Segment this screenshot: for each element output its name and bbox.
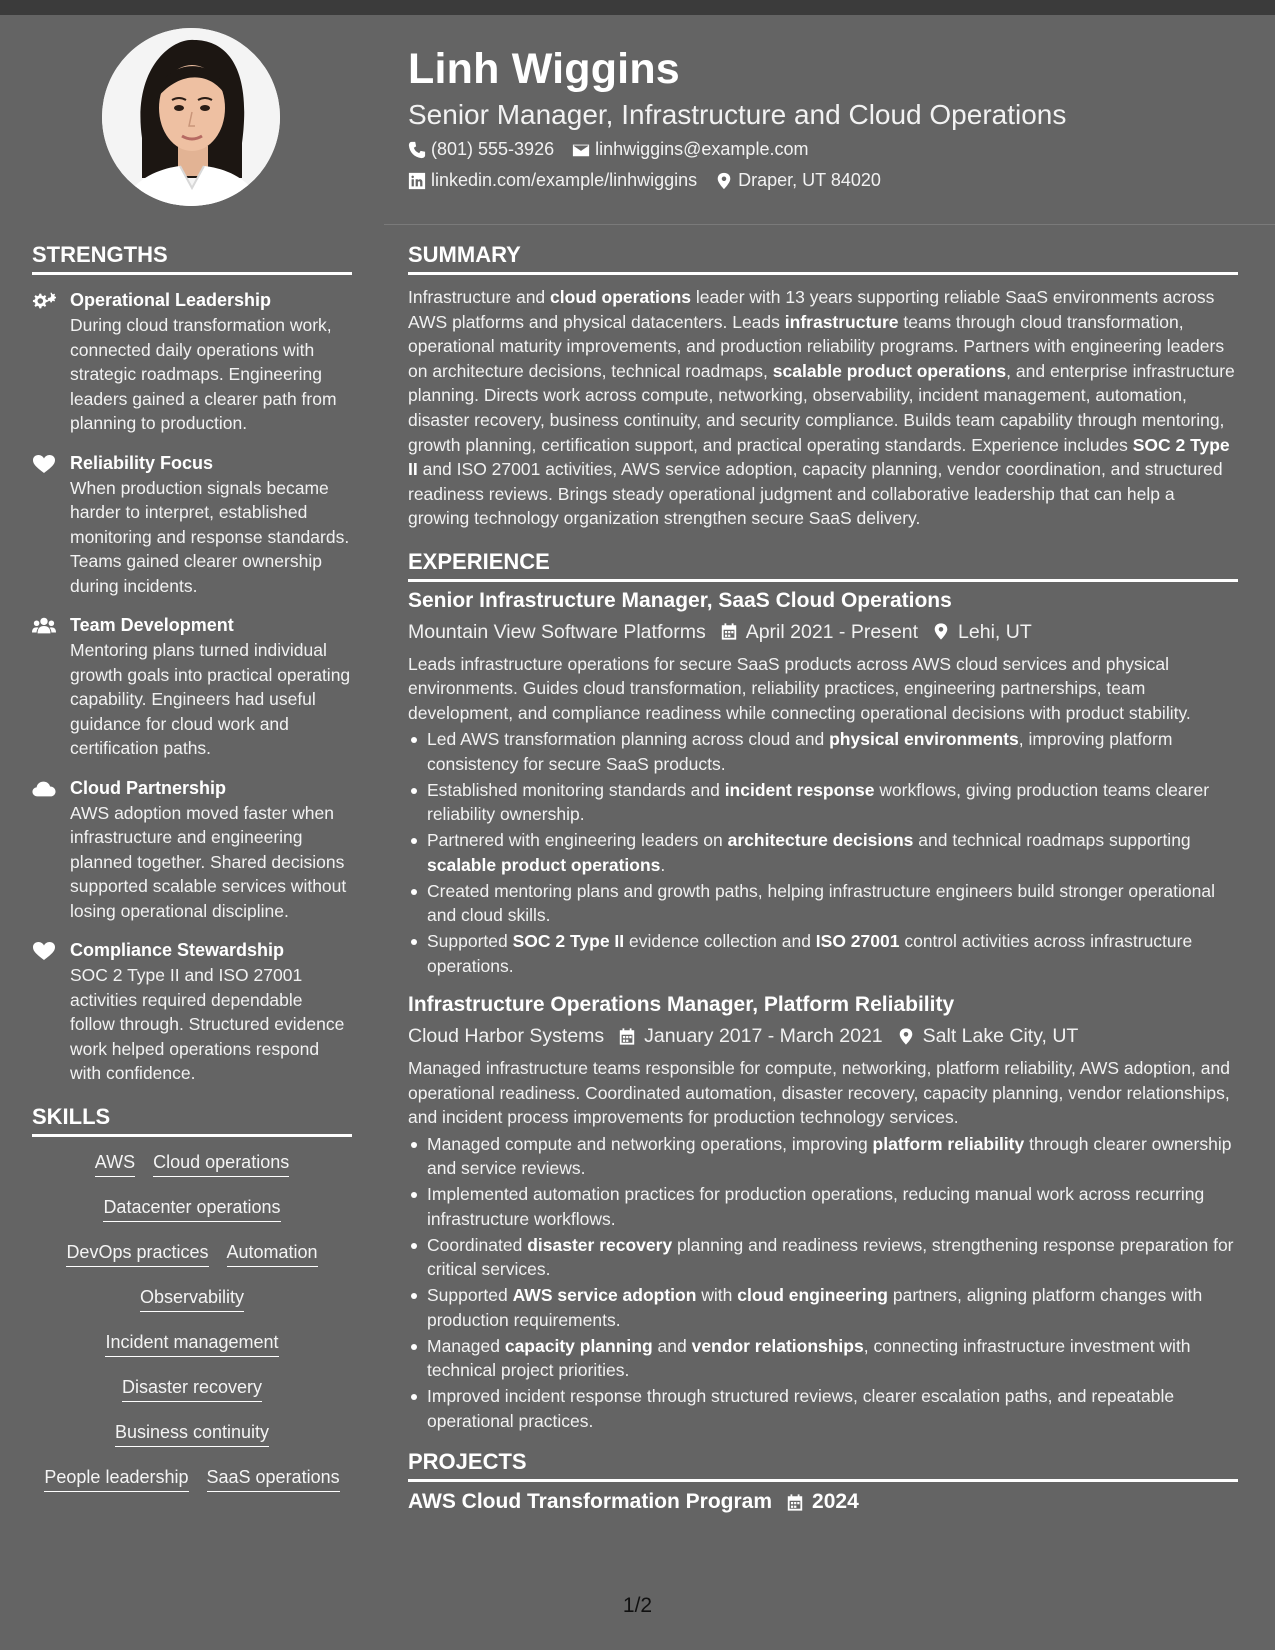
linkedin-text: linkedin.com/example/linhwiggins xyxy=(431,170,698,190)
strengths-list xyxy=(32,287,352,1086)
skill-row xyxy=(32,1284,352,1312)
job-bullets xyxy=(408,727,1238,978)
skill-tag: Automation xyxy=(227,1239,318,1267)
bullet-item: Coordinated disaster recovery planning and readiness reviews, strengthening response preparation for critical services. xyxy=(408,1233,1238,1282)
strength-item xyxy=(32,937,352,1086)
strength-item xyxy=(32,775,352,924)
bullet-item: Managed compute and networking operations, improving platform reliability through clearer ownership and service reviews. xyxy=(408,1132,1238,1181)
phone-icon xyxy=(408,141,426,159)
bullet-item: Partnered with engineering leaders on architecture decisions and technical roadmaps supporting scalable product operations. xyxy=(408,828,1238,877)
bullet-item: Supported SOC 2 Type II evidence collection and ISO 27001 control activities across infrastructure operations. xyxy=(408,929,1238,978)
strength-item xyxy=(32,612,352,761)
project-date: 2024 xyxy=(812,1490,859,1514)
bullet-item: Implemented automation practices for production operations, reducing manual work across recurring infrastructure workflows. xyxy=(408,1182,1238,1231)
calendar-icon xyxy=(618,1027,636,1046)
location-contact xyxy=(715,170,881,191)
phone-contact[interactable] xyxy=(408,139,554,160)
experience-heading: EXPERIENCE xyxy=(408,548,550,574)
cloud-icon xyxy=(32,775,70,924)
page-number: 1/2 xyxy=(622,1594,653,1617)
candidate-name: Linh Wiggins xyxy=(408,45,680,93)
summary-heading: SUMMARY xyxy=(408,242,521,267)
skill-tag: People leadership xyxy=(44,1464,188,1492)
strength-description: SOC 2 Type II and ISO 27001 activities required dependable follow through. Structured evidence work helped operations respond with confidence. xyxy=(70,965,345,1083)
company-name: Mountain View Software Platforms xyxy=(408,620,706,643)
location-text: Draper, UT 84020 xyxy=(738,170,881,190)
candidate-title: Senior Manager, Infrastructure and Cloud Operations xyxy=(408,99,1067,130)
strength-item xyxy=(32,450,352,599)
strength-description: AWS adoption moved faster when infrastructure and engineering planned together. Shared decisions supported scalable services without losing operational discipline. xyxy=(70,802,347,921)
job-description: Leads infrastructure operations for secure SaaS products across AWS cloud services and physical environments. Guides cloud transformation, reliability practices, engineering partnerships, team development, and compliance readiness while connecting operational decisions with product stability. xyxy=(408,653,1191,723)
bullet-item: Managed capacity planning and vendor relationships, connecting infrastructure investment with technical project priorities. xyxy=(408,1334,1238,1383)
heart-icon xyxy=(32,450,70,599)
resume-header xyxy=(408,42,1228,196)
strength-title: Team Development xyxy=(70,615,234,635)
section-divider xyxy=(408,272,1238,275)
company-name: Cloud Harbor Systems xyxy=(408,1025,605,1048)
gears-icon xyxy=(32,287,70,436)
skill-tag: AWS xyxy=(95,1149,135,1177)
skill-tag: Datacenter operations xyxy=(103,1194,280,1222)
sidebar xyxy=(32,238,352,1509)
profile-photo xyxy=(102,28,280,206)
strength-description: During cloud transformation work, connected daily operations with strategic roadmaps. Engineering leaders gained a clearer path from planning to production. xyxy=(70,315,337,433)
heart-icon xyxy=(32,937,70,1086)
contact-row-2 xyxy=(408,165,1228,196)
bullet-item: Established monitoring standards and incident response workflows, giving production teams clearer reliability ownership. xyxy=(408,778,1238,827)
job-bullets xyxy=(408,1132,1238,1434)
skill-row xyxy=(32,1239,352,1267)
strength-description: Mentoring plans turned individual growth goals into practical operating capability. Engineers had useful guidance for cloud work and certification paths. xyxy=(70,640,351,758)
strength-description: When production signals became harder to interpret, established monitoring and response standards. Teams gained clearer ownership during incidents. xyxy=(70,477,350,596)
skill-row xyxy=(32,1149,352,1177)
envelope-icon xyxy=(572,141,590,159)
linkedin-icon xyxy=(408,172,426,190)
skill-row xyxy=(32,1329,352,1357)
calendar-icon xyxy=(720,622,738,641)
section-divider xyxy=(32,272,352,275)
bullet-item: Supported AWS service adoption with cloud engineering partners, aligning platform changes with production requirements. xyxy=(408,1283,1238,1332)
users-icon xyxy=(32,612,70,761)
top-bar xyxy=(0,0,1275,15)
map-pin-icon xyxy=(897,1027,915,1046)
skill-row xyxy=(32,1374,352,1402)
phone-text: (801) 555-3926 xyxy=(431,139,555,159)
job-entry xyxy=(408,990,1238,1433)
header-divider xyxy=(384,224,1275,225)
bullet-item: Led AWS transformation planning across cloud and physical environments, improving platform consistency for secure SaaS products. xyxy=(408,727,1238,776)
job-entry xyxy=(408,586,1238,979)
job-location: Salt Lake City, UT xyxy=(922,1025,1079,1048)
section-divider xyxy=(408,579,1238,582)
job-title: Infrastructure Operations Manager, Platform Reliability xyxy=(408,993,955,1017)
bullet-item: Created mentoring plans and growth paths, helping infrastructure engineers build stronger operational and cloud skills. xyxy=(408,879,1238,928)
project-title: AWS Cloud Transformation Program xyxy=(408,1490,773,1514)
linkedin-contact[interactable] xyxy=(408,170,697,191)
skills-heading: SKILLS xyxy=(32,1103,111,1129)
section-divider xyxy=(32,1134,352,1137)
summary-text: Infrastructure and cloud operations leader with 13 years supporting reliable SaaS environments across AWS platforms and physical datacenters. Leads infrastructure teams through cloud transformation, operational maturity improvements, and production reliability programs. Partners with engineering leaders on architecture decisions, technical roadmaps, scalable product operations, and enterprise infrastructure planning. Directs work across compute, networking, observability, incident management, automation, disaster recovery, business continuity, and security compliance. Builds team capability through mentoring, growth planning, certification support, and practical operating standards. Experience includes SOC 2 Type II and ISO 27001 activities, AWS service adoption, capacity planning, vendor coordination, and structured readiness reviews. Brings steady operational judgment and collaborative leadership that can help a growing technology organization strengthen secure SaaS delivery. xyxy=(408,287,1235,529)
project-entry xyxy=(408,1486,1238,1518)
map-pin-icon xyxy=(932,622,950,641)
skill-tag: Business continuity xyxy=(115,1419,269,1447)
skill-tag: Observability xyxy=(140,1284,244,1312)
skill-row xyxy=(32,1419,352,1447)
job-location: Lehi, UT xyxy=(958,620,1032,643)
bullet-item: Improved incident response through structured reviews, clearer escalation paths, and repeatable operational practices. xyxy=(408,1384,1238,1433)
job-title: Senior Infrastructure Manager, SaaS Cloud Operations xyxy=(408,588,952,612)
jobs-list xyxy=(408,586,1238,1434)
map-pin-icon xyxy=(715,172,733,190)
strengths-heading: STRENGTHS xyxy=(32,242,168,267)
skill-tag: SaaS operations xyxy=(207,1464,340,1492)
skills-list xyxy=(32,1149,352,1492)
job-meta xyxy=(408,616,1238,648)
skill-tag: DevOps practices xyxy=(66,1239,208,1267)
strength-item xyxy=(32,287,352,436)
strength-title: Cloud Partnership xyxy=(70,777,227,798)
calendar-icon xyxy=(786,1493,804,1512)
skill-tag: Cloud operations xyxy=(153,1149,289,1177)
portrait-image xyxy=(102,28,280,206)
skill-row xyxy=(32,1464,352,1492)
job-dates: January 2017 - March 2021 xyxy=(644,1025,883,1048)
email-contact[interactable] xyxy=(572,139,808,160)
section-divider xyxy=(408,1479,1238,1482)
projects-heading: PROJECTS xyxy=(408,1449,527,1475)
job-description: Managed infrastructure teams responsible for compute, networking, platform reliability, AWS adoption, and operational readiness. Coordinated automation, disaster recovery, capacity planning, vendor relationships, and incident process improvements for production technology services. xyxy=(408,1058,1230,1128)
projects-list xyxy=(408,1486,1238,1518)
contact-row-1 xyxy=(408,134,1228,165)
skill-tag: Disaster recovery xyxy=(122,1374,262,1402)
main-content xyxy=(408,238,1238,1518)
strength-title: Reliability Focus xyxy=(70,452,214,473)
strength-title: Operational Leadership xyxy=(70,290,272,310)
skill-row xyxy=(32,1194,352,1222)
job-dates: April 2021 - Present xyxy=(745,620,919,643)
email-text: linhwiggins@example.com xyxy=(595,139,809,159)
job-meta xyxy=(408,1020,1238,1052)
skill-tag: Incident management xyxy=(105,1329,278,1357)
strength-title: Compliance Stewardship xyxy=(70,940,285,960)
